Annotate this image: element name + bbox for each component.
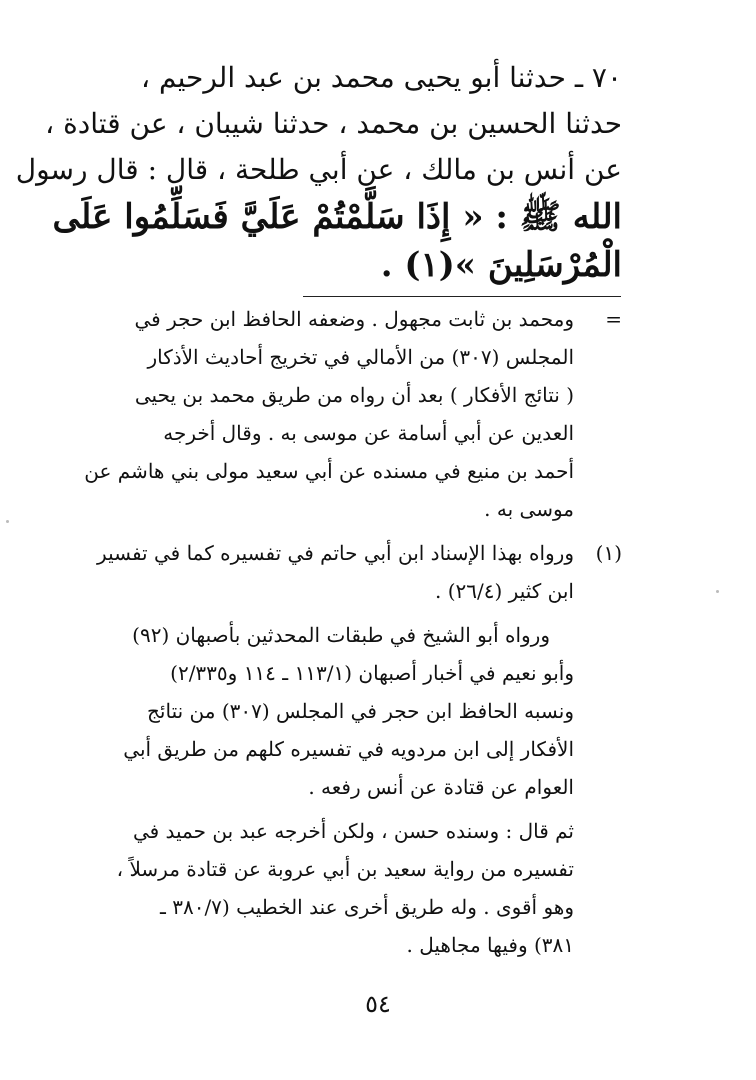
page-number: ٥٤ xyxy=(365,990,391,1018)
footnote-separator xyxy=(303,296,621,297)
hadith-text xyxy=(15,55,622,289)
footnote-line: ابن كثير (٢٦/٤) . xyxy=(435,579,574,603)
footnote-line: ورواه بهذا الإسناد ابن أبي حاتم في تفسيره كما في تفسير xyxy=(97,541,574,565)
scan-speck xyxy=(716,590,719,593)
footnote-continuation xyxy=(62,300,622,528)
scan-speck xyxy=(6,520,9,523)
footnote-marker: = xyxy=(605,307,622,331)
footnote-line: وهو أقوى . وله طريق أخرى عند الخطيب (٣٨٠/٧ ـ xyxy=(160,895,574,919)
footnotes xyxy=(62,300,622,970)
footnote-line: العدين عن أبي أسامة عن موسى به . وقال أخرجه xyxy=(163,421,574,445)
footnote-line: ورواه أبو الشيخ في طبقات المحدثين بأصبهان (٩٢) xyxy=(132,623,550,647)
footnote-line: ونسبه الحافظ ابن حجر في المجلس (٣٠٧) من نتائج xyxy=(147,699,574,723)
footnote-marker: (١) xyxy=(595,541,622,565)
footnote-line: ٣٨١) وفيها مجاهيل . xyxy=(406,933,574,957)
hadith-line: حدثنا الحسين بن محمد ، حدثنا شيبان ، عن قتادة ، xyxy=(45,107,622,140)
footnote-line: ثم قال : وسنده حسن ، ولكن أخرجه عبد بن حميد في xyxy=(132,819,574,843)
footnote-line: ومحمد بن ثابت مجهول . وضعفه الحافظ ابن حجر في xyxy=(134,307,574,331)
footnote-line: الأفكار إلى ابن مردويه في تفسيره كلهم من طريق أبي xyxy=(123,737,574,761)
hadith-line: عن أنس بن مالك ، عن أبي طلحة ، قال : قال رسول xyxy=(15,153,622,186)
footnote-1 xyxy=(62,534,622,610)
hadith-line: ٧٠ ـ حدثنا أبو يحيى محمد بن عبد الرحيم ، xyxy=(141,61,622,94)
footnote-line: أحمد بن منيع في مسنده عن أبي سعيد مولى بني هاشم عن xyxy=(84,459,574,483)
hadith-line: الله ﷺ : « إِذَا سَلَّمْتُمْ عَلَيَّ فَسَلِّمُوا عَلَى xyxy=(52,197,622,237)
footnote-line: موسى به . xyxy=(484,497,574,521)
footnote-line: ( نتائج الأفكار ) بعد أن رواه من طريق محمد بن يحيى xyxy=(134,383,574,407)
footnote-paragraph xyxy=(62,812,622,964)
footnote-line: المجلس (٣٠٧) من الأمالي في تخريج أحاديث الأذكار xyxy=(147,345,574,369)
footnote-paragraph xyxy=(62,616,622,806)
footnote-line: تفسيره من رواية سعيد بن أبي عروبة عن قتادة مرسلاً ، xyxy=(116,857,574,881)
footnote-line: وأبو نعيم في أخبار أصبهان (١١٣/١ ـ ١١٤ و٢/٣٣٥) xyxy=(170,661,574,685)
hadith-line: الْمُرْسَلِينَ »(١) . xyxy=(380,245,622,285)
footnote-line: العوام عن قتادة عن أنس رفعه . xyxy=(308,775,574,799)
